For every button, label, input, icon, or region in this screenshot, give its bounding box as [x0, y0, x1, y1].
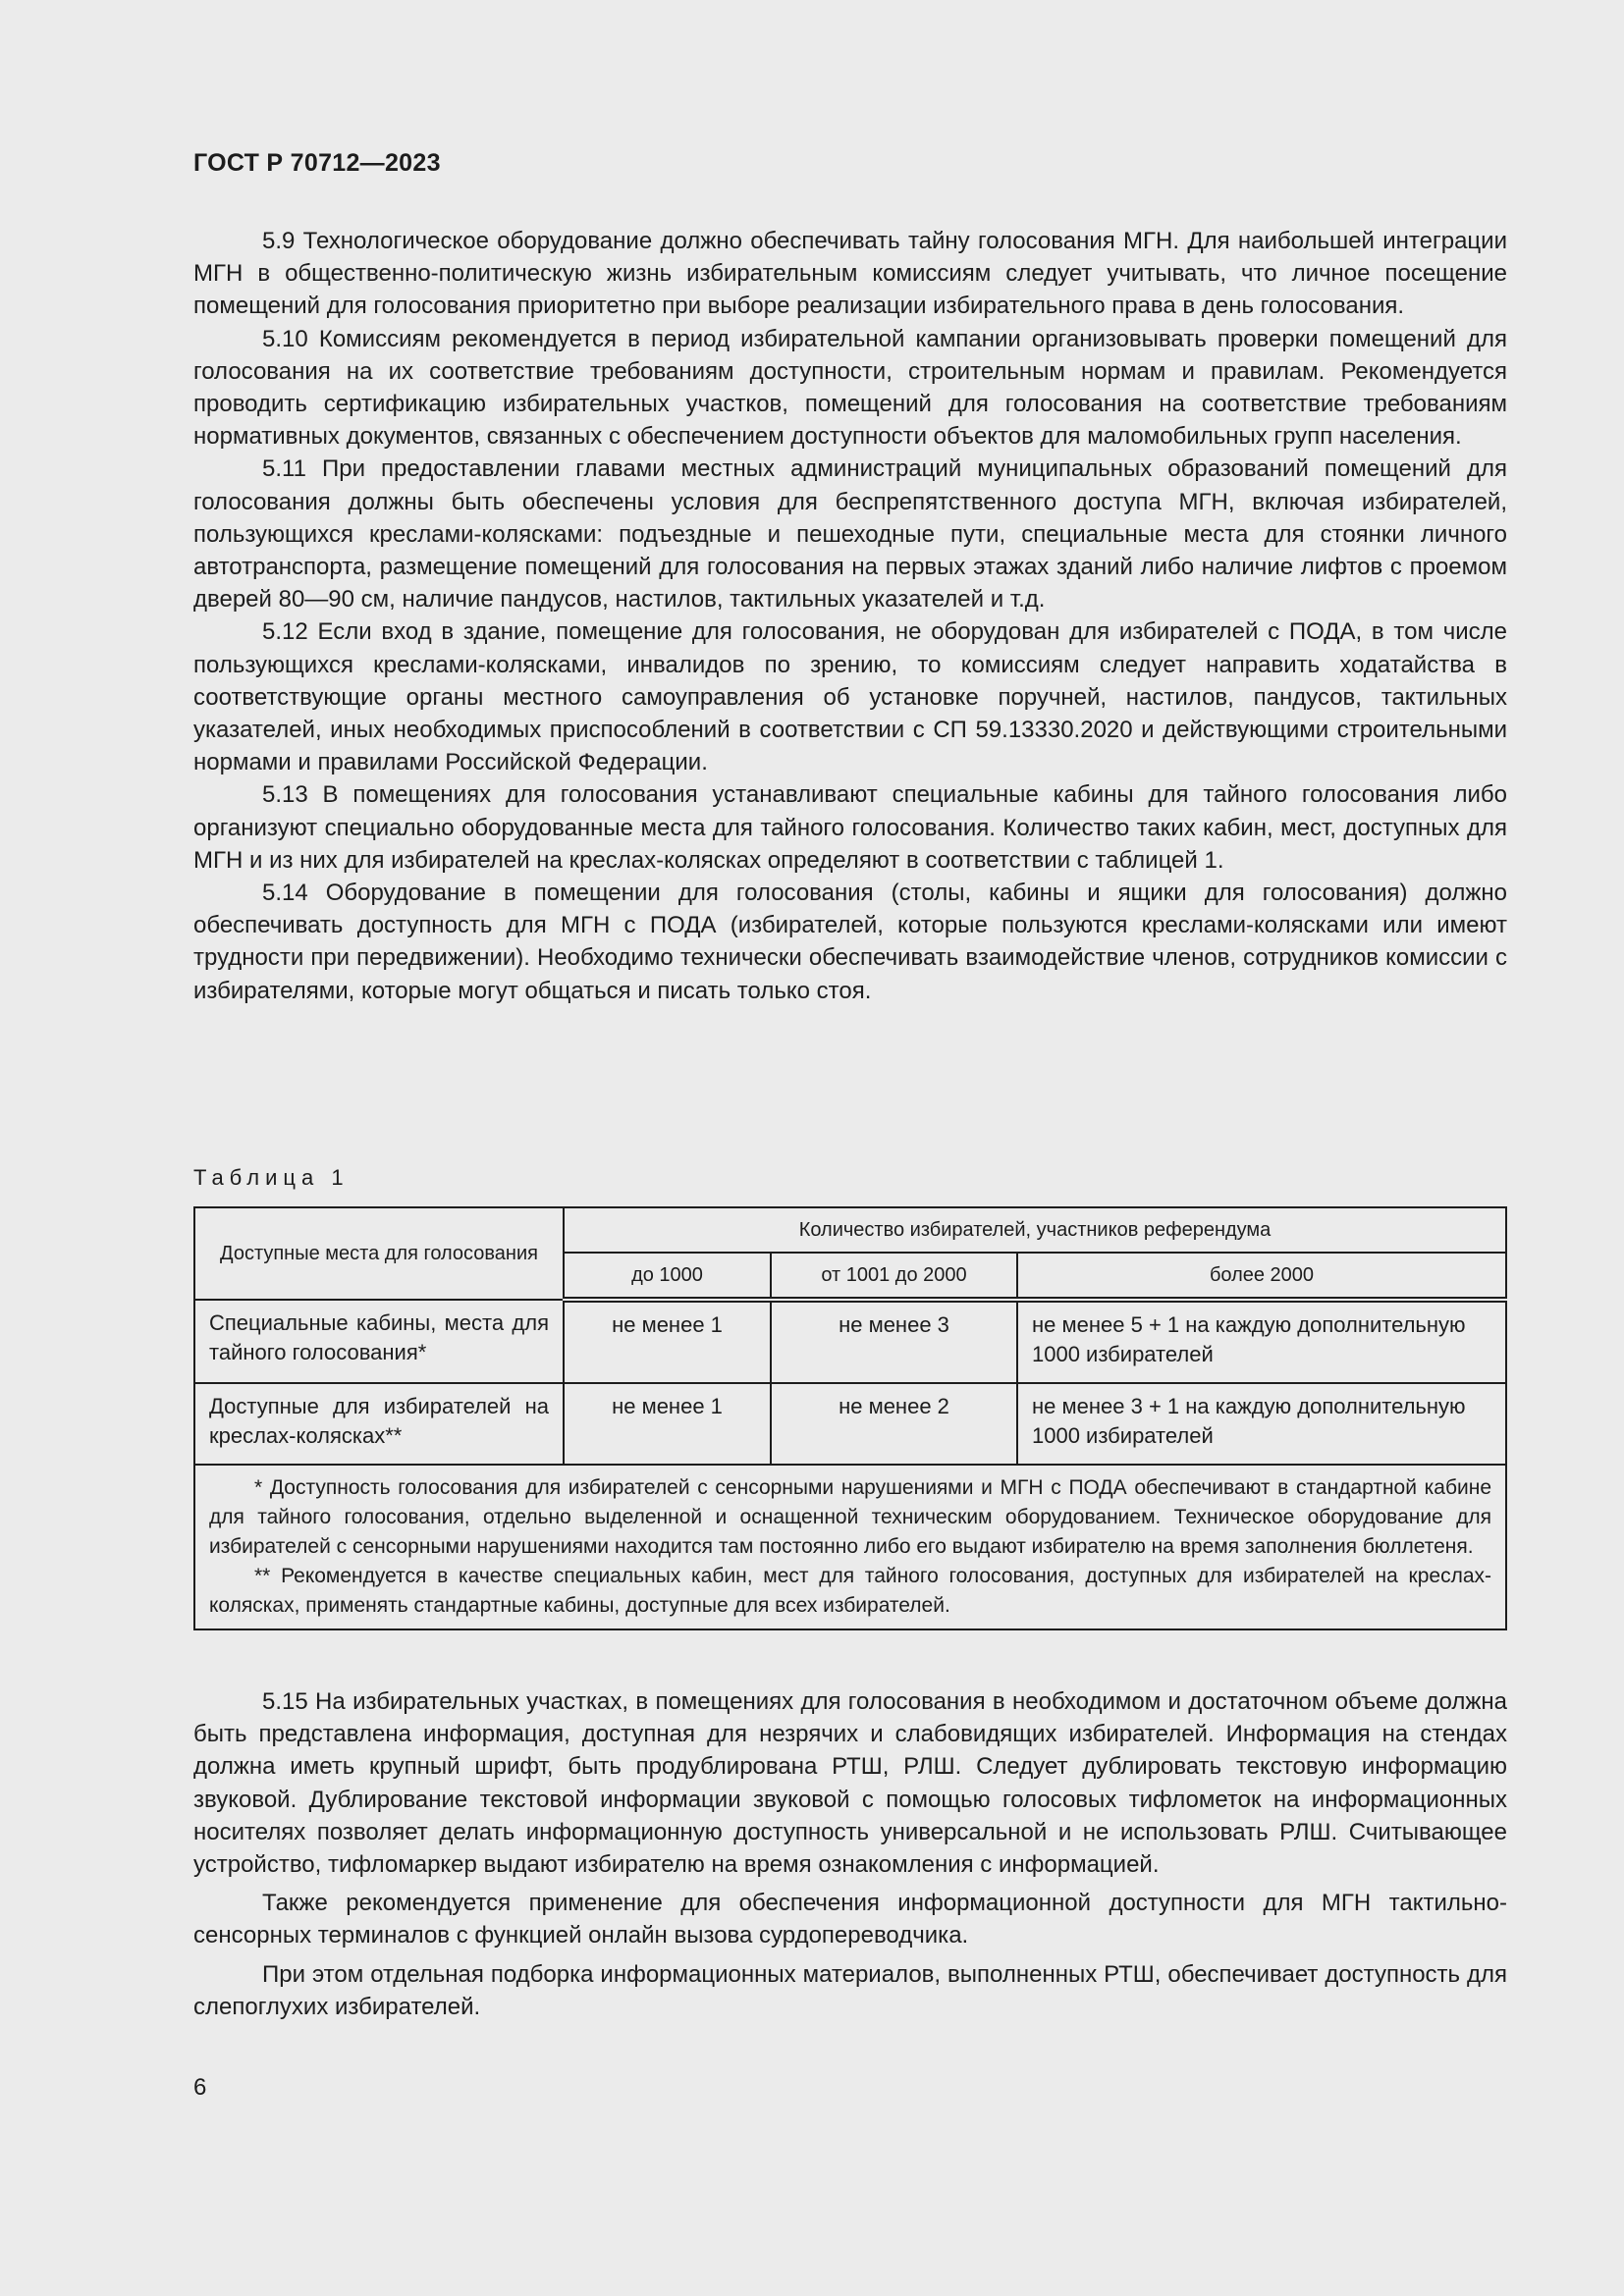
- table-note: * Доступность голосования для избирателей с сенсорными нарушениями и МГН с ПОДА обеспечивают в стандартной кабине для тайного голосования, отдельно выделенной и оснащенной техническим оборудованием. Техническое оборудование для избирателей с сенсорными нарушениями находится там постоянно либо его выдают избирателю на время заполнения бюллетеня.: [209, 1476, 1491, 1558]
- table-header-row: [194, 1207, 1506, 1253]
- table-notes: [194, 1465, 1506, 1629]
- paragraph-5-9: 5.9 Технологическое оборудование должно обеспечивать тайну голосования МГН. Для наибольшей интеграции МГН в общественно-политическую жизнь избирательным комиссиям следует учитывать, что личное посещение помещений для голосования приоритетно при выборе реализации избирательного права в день голосования.: [193, 228, 1507, 320]
- table-cell: не менее 1: [564, 1300, 771, 1383]
- table-cell: не менее 1: [564, 1383, 771, 1465]
- table-row: [194, 1383, 1506, 1465]
- paragraph-5-13: 5.13 В помещениях для голосования устанавливают специальные кабины для тайного голосования либо организуют специально оборудованные места для тайного голосования. Количество таких кабин, мест, доступных для МГН и из них для избирателей на креслах-колясках определяют в соответствии с таблицей 1.: [193, 781, 1507, 874]
- stub-header: Доступные места для голосования: [194, 1207, 564, 1300]
- table-cell: не менее 5 + 1 на каждую дополнительную 1000 избирателей: [1017, 1300, 1506, 1383]
- group-header: Количество избирателей, участников референдума: [564, 1207, 1506, 1253]
- paragraph-5-14: 5.14 Оборудование в помещении для голосования (столы, кабины и ящики для голосования) должно обеспечивать доступность для МГН с ПОДА (избирателей, которые пользуются креслами-колясками или имеют трудности при передвижении). Необходимо технически обеспечивать взаимодействие членов, сотрудников комиссии с избирателями, которые могут общаться и писать только стоя.: [193, 880, 1507, 1004]
- column-header: более 2000: [1017, 1253, 1506, 1300]
- paragraph-5-11: 5.11 При предоставлении главами местных администраций муниципальных образований помещений для голосования должны быть обеспечены условия для беспрепятственного доступа МГН, включая избирателей, пользующихся креслами-колясками: подъездные и пешеходные пути, специальные места для стоянки личного автотранспорта, размещение помещений для голосования на первых этажах зданий либо наличие лифтов с проемом дверей 80—90 см, наличие пандусов, настилов, тактильных указателей и т.д.: [193, 455, 1507, 614]
- standard-designation: ГОСТ Р 70712—2023: [193, 149, 441, 177]
- table-cell: не менее 2: [771, 1383, 1017, 1465]
- table-cell: не менее 3: [771, 1300, 1017, 1383]
- paragraph-5-10: 5.10 Комиссиям рекомендуется в период избирательной кампании организовывать проверки помещений для голосования на их соответствие требованиям доступности, строительным нормам и правилам. Рекомендуется проводить сертификацию избирательных участков, помещений для голосования на соответствие требованиям нормативных документов, связанных с обеспечением доступности объектов для маломобильных групп населения.: [193, 325, 1507, 451]
- paragraph: Также рекомендуется применение для обеспечения информационной доступности для МГН тактильно-сенсорных терминалов с функцией онлайн вызова сурдопереводчика.: [193, 1890, 1507, 1949]
- table-note: ** Рекомендуется в качестве специальных кабин, мест для тайного голосования, доступных для избирателей на креслах-колясках, применять стандартные кабины, доступные для всех избирателей.: [209, 1565, 1491, 1617]
- body-text-bottom: [193, 1685, 1507, 2023]
- paragraph: При этом отдельная подборка информационных материалов, выполненных РТШ, обеспечивает доступность для слепоглухих избирателей.: [193, 1960, 1507, 2020]
- table-row: [194, 1300, 1506, 1383]
- column-header: от 1001 до 2000: [771, 1253, 1017, 1300]
- paragraph-5-15: 5.15 На избирательных участках, в помещениях для голосования в необходимом и достаточном объеме должна быть представлена информация, доступная для незрячих и слабовидящих избирателей. Информация на стендах должна иметь крупный шрифт, быть продублирована РТШ, РЛШ. Следует дублировать текстовую информацию звуковой. Дублирование текстовой информации звуковой с помощью голосовых тифлометок на информационных носителях позволяет делать информационную доступность универсальной и не использовать РЛШ. Считывающее устройство, тифломаркер выдают избирателю на время ознакомления с информацией.: [193, 1688, 1507, 1879]
- table-caption: Таблица 1: [193, 1165, 350, 1190]
- paragraph-5-12: 5.12 Если вход в здание, помещение для голосования, не оборудован для избирателей с ПОДА, в том числе пользующихся креслами-колясками, инвалидов по зрению, то комиссиям следует направить ходатайства в соответствующие органы местного самоуправления об установке поручней, настилов, пандусов, тактильных указателей, иных необходимых приспособлений в соответствии с СП 59.13330.2020 и действующими строительными нормами и правилами Российской Федерации.: [193, 618, 1507, 776]
- row-label: Доступные для избирателей на креслах-колясках**: [194, 1383, 564, 1465]
- body-text-top: [193, 225, 1507, 1007]
- table-notes-row: [194, 1465, 1506, 1629]
- page-number: 6: [193, 2074, 207, 2101]
- row-label: Специальные кабины, места для тайного голосования*: [194, 1300, 564, 1383]
- column-header: до 1000: [564, 1253, 771, 1300]
- table-1: [193, 1206, 1507, 1630]
- table-cell: не менее 3 + 1 на каждую дополнительную 1000 избирателей: [1017, 1383, 1506, 1465]
